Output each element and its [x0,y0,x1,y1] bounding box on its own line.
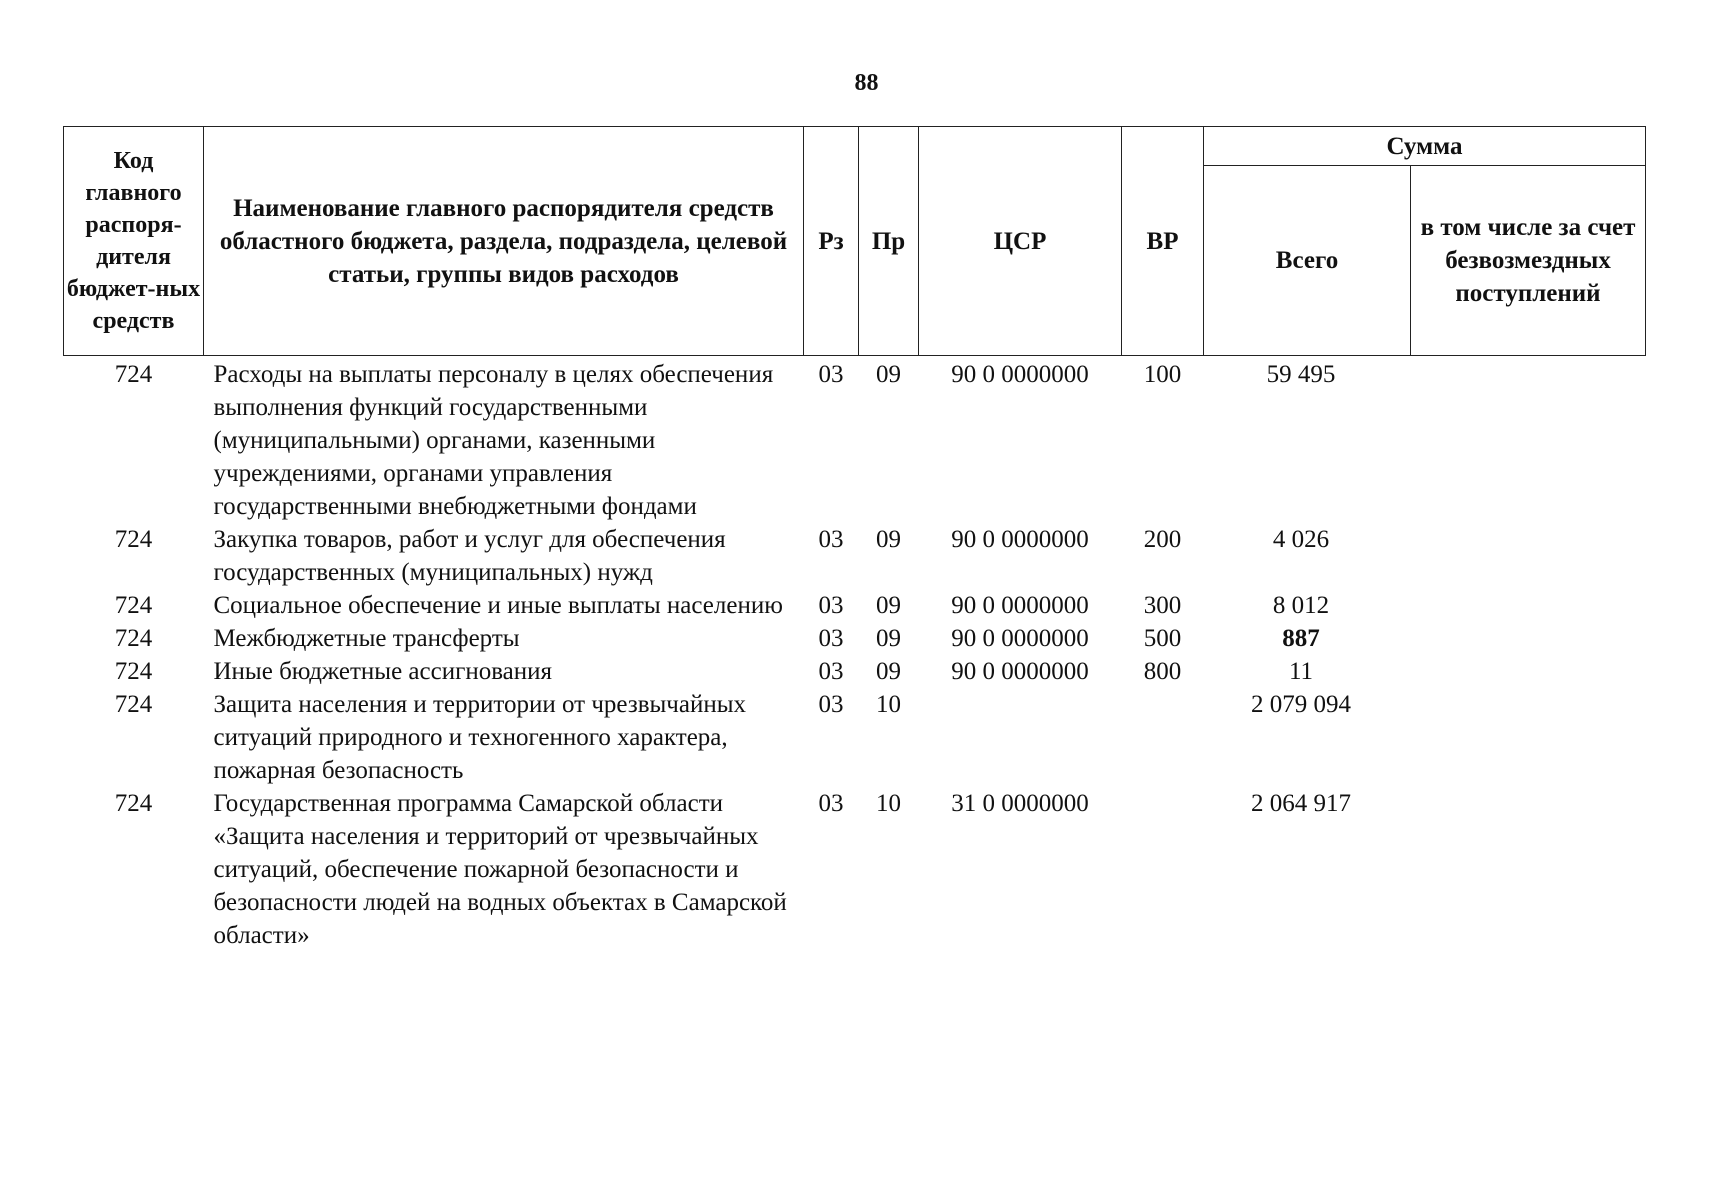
row-code: 724 [114,658,153,685]
row-code: 724 [114,625,153,652]
row-free [1411,787,1646,952]
row-vr: 100 [1143,361,1182,388]
budget-table [63,126,1646,952]
row-rz: 03 [818,658,844,685]
header-vr: ВР [1122,127,1204,356]
row-free [1411,688,1646,787]
table-row [64,622,1646,655]
row-pr: 10 [876,790,901,817]
header-csr: ЦСР [919,127,1122,356]
row-csr: 90 0 0000000 [951,592,1089,619]
row-name: Межбюджетные трансферты [213,625,520,652]
page-number: 88 [854,70,879,96]
row-free [1411,655,1646,688]
row-name: Социальное обеспечение и иные выплаты населению [213,592,783,619]
row-vr: 800 [1143,658,1182,685]
row-total: 4 026 [1272,526,1330,553]
row-csr: 90 0 0000000 [951,361,1089,388]
row-total: 2 079 094 [1251,691,1351,718]
row-rz: 03 [818,691,844,718]
header-pr: Пр [859,127,919,356]
row-code: 724 [114,691,153,718]
header-row [64,127,1646,166]
row-name: Расходы на выплаты персоналу в целях обеспечения выполнения функций государственными (муниципальными) органами, казенными учреждениями, органами управления государственными внебюджетными фондами [213,361,774,520]
row-vr [1122,787,1204,952]
header-total: Всего [1204,166,1411,356]
row-code: 724 [114,361,153,388]
row-csr: 90 0 0000000 [951,526,1089,553]
row-total: 2 064 917 [1251,790,1351,817]
row-rz: 03 [818,625,844,652]
table-row [64,688,1646,787]
header-rz: Рз [804,127,859,356]
row-name: Иные бюджетные ассигнования [213,658,553,685]
row-pr: 09 [876,625,901,652]
row-pr: 09 [876,658,901,685]
row-free [1411,589,1646,622]
row-total: 8 012 [1272,592,1330,619]
row-rz: 03 [818,790,844,817]
row-free [1411,523,1646,589]
row-pr: 09 [876,526,901,553]
row-vr: 200 [1143,526,1182,553]
row-vr: 500 [1143,625,1182,652]
row-vr: 300 [1143,592,1182,619]
row-vr [1122,688,1204,787]
table-body [64,356,1646,953]
header-name: Наименование главного распорядителя средств областного бюджета, раздела, подраздела, целевой статьи, группы видов расходов [204,127,804,356]
row-name: Закупка товаров, работ и услуг для обеспечения государственных (муниципальных) нужд [213,526,726,586]
row-pr: 09 [876,361,901,388]
row-name: Защита населения и территории от чрезвычайных ситуаций природного и техногенного характера, пожарная безопасность [213,691,747,784]
row-name: Государственная программа Самарской области «Защита населения и территорий от чрезвычайных ситуаций, обеспечение пожарной безопасности и безопасности людей на водных объектах в Самарской области» [213,790,787,949]
row-csr: 90 0 0000000 [951,658,1089,685]
row-code: 724 [114,526,153,553]
row-rz: 03 [818,361,844,388]
row-total: 887 [1282,625,1320,652]
row-total: 11 [1288,658,1314,685]
row-csr: 31 0 0000000 [951,790,1089,817]
row-pr: 10 [876,691,901,718]
header-code: Код главного распоря-дителя бюджет-ных средств [64,127,204,356]
table-row [64,655,1646,688]
row-code: 724 [114,790,153,817]
row-free [1411,622,1646,655]
row-free [1411,356,1646,524]
row-rz: 03 [818,526,844,553]
header-sum: Сумма [1204,127,1646,166]
row-csr: 90 0 0000000 [951,625,1089,652]
table-row [64,523,1646,589]
row-pr: 09 [876,592,901,619]
table-row [64,787,1646,952]
row-total: 59 495 [1266,361,1336,388]
table-row [64,589,1646,622]
row-code: 724 [114,592,153,619]
row-csr [919,688,1122,787]
header-incl-free: в том числе за счет безвозмездных поступлений [1411,166,1646,356]
table-row [64,356,1646,524]
row-rz: 03 [818,592,844,619]
